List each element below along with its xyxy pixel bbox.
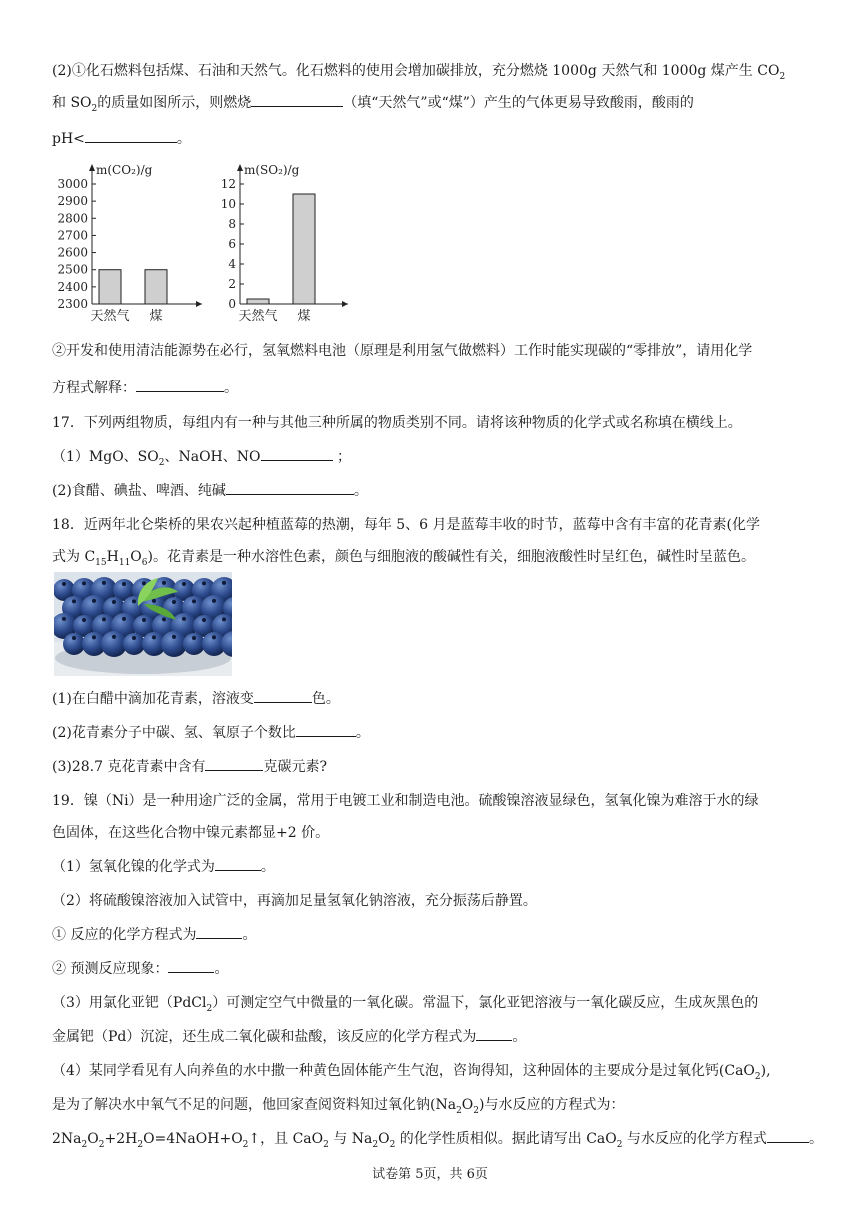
- q16-2-line1: [52, 60, 812, 88]
- q18-text: O: [130, 549, 142, 565]
- blueberry-crown: [212, 599, 216, 603]
- q18-text: (3)28.7 克花青素中含有: [52, 759, 206, 775]
- q17-text: (2)食醋、碘盐、啤酒、纯碱: [52, 483, 226, 499]
- blueberry-crown: [222, 617, 226, 621]
- subscript: 2: [91, 103, 98, 114]
- x-tick-label: 煤: [149, 309, 163, 324]
- q16-2-text: 。: [176, 131, 191, 147]
- q19-text: 与 Na: [328, 1131, 373, 1147]
- blueberry-crown: [182, 617, 186, 621]
- q16-2-text: 。: [224, 380, 238, 396]
- blueberry-crown: [132, 636, 136, 640]
- blueberry-crown: [152, 635, 156, 639]
- y-tick-label: 2400: [57, 279, 88, 294]
- q19-text: ）可测定空气中微量的一氧化碳。常温下，氯化亚钯溶液与一氧化碳反应，生成灰黑色的: [212, 995, 759, 1011]
- subscript: 2: [323, 1139, 329, 1150]
- q18-text: 克碳元素?: [263, 759, 327, 775]
- y-axis-arrow: [89, 164, 95, 171]
- q19-text: ① 反应的化学方程式为: [52, 927, 197, 943]
- q18-text: 式为 C: [52, 549, 96, 565]
- y-tick-label: 6: [228, 237, 236, 251]
- q19-sub2a: [52, 924, 812, 946]
- blueberry-crown: [132, 599, 136, 603]
- blueberry-crown: [172, 600, 176, 604]
- q19-text: 是为了解决水中氧气不足的问题，他回家查阅资料知过氧化钠(Na: [52, 1097, 457, 1113]
- q16-2-line3: [52, 128, 812, 150]
- x-axis-arrow: [342, 301, 348, 307]
- subscript: 2: [456, 1105, 462, 1116]
- subscript: 2: [98, 1139, 105, 1150]
- y-tick-label: 2800: [57, 211, 88, 226]
- y-tick-label: 2700: [57, 228, 88, 243]
- y-tick-label: 2: [228, 277, 236, 291]
- q16-2-line5: [52, 377, 812, 399]
- q19-text: 2Na: [52, 1131, 82, 1147]
- q19-text: 金属钯（Pd）沉淀，还生成二氧化碳和盐酸，该反应的化学方程式为: [52, 1029, 477, 1045]
- q16-2-text: （填“天然气”或“煤”）产生的气体更易导致酸雨，酸雨的: [343, 95, 694, 111]
- blueberry-crown: [112, 600, 116, 604]
- q19-text: O=4NaOH+O: [143, 1131, 243, 1147]
- bar-coal: [293, 194, 315, 304]
- x-tick-label: 天然气: [238, 309, 278, 324]
- blueberry-crown: [72, 636, 76, 640]
- q19-text: 。: [214, 961, 229, 977]
- answer-blank[interactable]: [296, 722, 356, 737]
- q19-text: +2H: [104, 1131, 138, 1147]
- answer-blank[interactable]: [254, 688, 312, 703]
- q16-2-text: 方程式解释：: [52, 380, 136, 396]
- y-axis-label: m(CO₂)/g: [96, 163, 153, 177]
- bar-natural-gas: [99, 270, 121, 304]
- blueberry-crown: [92, 599, 96, 603]
- answer-blank[interactable]: [261, 446, 333, 461]
- subscript: 2: [158, 457, 165, 468]
- answer-blank[interactable]: [215, 856, 261, 871]
- q17-text: （1）MgO、SO: [52, 449, 159, 465]
- blueberry-crown: [122, 617, 126, 621]
- blueberry-crown: [182, 582, 186, 586]
- subscript: 2: [754, 1071, 761, 1082]
- blueberry-bowl-image: [54, 572, 232, 676]
- q19-text: 的化学性质相似。据此请写出 CaO: [395, 1131, 617, 1147]
- q17-sub1: [52, 446, 812, 474]
- q19-text: 。: [260, 859, 275, 875]
- subscript: 2: [389, 1139, 396, 1150]
- y-tick-label: 10: [220, 197, 236, 211]
- blueberry-crown: [102, 617, 106, 621]
- y-tick-label: 3000: [57, 177, 88, 191]
- co2-bar-chart: [50, 158, 210, 326]
- q17-text: 17．下列两组物质，每组内有一种与其他三种所属的物质类别不同。请将该种物质的化学式或名称填在横线上。: [52, 415, 742, 431]
- answer-blank[interactable]: [226, 480, 354, 495]
- blueberry-crown: [82, 581, 86, 585]
- blueberry-crown: [152, 599, 156, 603]
- blueberry-crown: [202, 581, 206, 585]
- blueberry-crown: [162, 617, 166, 621]
- subscript: 15: [95, 557, 107, 568]
- subscript: 2: [81, 1139, 88, 1150]
- blueberry-crown: [72, 599, 76, 603]
- q19-text: （3）用氯化亚钯（PdCl: [52, 995, 207, 1011]
- q18-stem-1: [52, 514, 812, 536]
- y-tick-label: 4: [228, 257, 236, 271]
- blueberry-crown: [172, 635, 176, 639]
- q19-text: ② 预测反应现象：: [52, 961, 169, 977]
- q19-text: ),: [760, 1063, 771, 1079]
- answer-blank[interactable]: [136, 377, 224, 392]
- q19-text: O: [378, 1131, 390, 1147]
- q19-sub3-line2: [52, 1026, 812, 1048]
- y-tick-label: 2500: [57, 262, 88, 277]
- q19-text: )与水反应的方程式为：: [479, 1097, 625, 1113]
- blueberry-crown: [222, 581, 226, 585]
- q19-sub4-line2: [52, 1094, 812, 1122]
- q16-2-text: (2)①化石燃料包括煤、石油和天然气。化石燃料的使用会增加碳排放，充分燃烧 1000g 天然气和 1000g 煤产生 CO: [52, 63, 780, 79]
- y-tick-label: 2600: [57, 245, 88, 260]
- q18-text: )。花青素是一种水溶性色素，颜色与细胞液的酸碱性有关，细胞液酸性时呈红色，碱性时呈蓝色。: [147, 549, 755, 565]
- q19-sub1: [52, 856, 812, 878]
- q19-sub2: [52, 890, 812, 912]
- subscript: 11: [118, 557, 131, 568]
- blueberry-crown: [92, 635, 96, 639]
- subscript: 2: [206, 1003, 213, 1014]
- y-tick-label: 8: [228, 217, 236, 231]
- y-tick-label: 2300: [57, 297, 88, 311]
- subscript: 6: [141, 557, 148, 568]
- q19-text: 19．镍（Ni）是一种用途广泛的金属，常用于电镀工业和制造电池。硫酸镍溶液显绿色，氢氧化镍为难溶于水的绿: [52, 793, 759, 809]
- q17-stem: [52, 412, 812, 434]
- q18-sub2: [52, 722, 812, 744]
- q16-2-text: ②开发和使用清洁能源势在必行，氢氧燃料电池（原理是利用氢气做燃料）工作时能实现碳的“零排放”，请用化学: [52, 343, 753, 359]
- q19-text: （1）氢氧化镍的化学式为: [52, 859, 215, 875]
- answer-blank[interactable]: [196, 924, 242, 939]
- q19-text: 与水反应的化学方程式: [622, 1131, 767, 1147]
- q19-text: 。: [242, 927, 257, 943]
- q19-text: （4）某同学看见有人向养鱼的水中撒一种黄色固体能产生气泡，咨询得知，这种固体的主要成分是过氧化钙(CaO: [52, 1063, 755, 1079]
- q18-text: 色。: [311, 691, 340, 707]
- blueberry-crown: [212, 635, 216, 639]
- bar-natural-gas: [247, 299, 269, 304]
- subscript: 2: [137, 1139, 144, 1150]
- blueberry-crown: [122, 582, 126, 586]
- q18-text: (1)在白醋中滴加花青素，溶液变: [52, 691, 254, 707]
- blueberry-crown: [202, 618, 206, 622]
- q19-sub4-line3: [52, 1128, 823, 1156]
- blueberry-crown: [192, 636, 196, 640]
- q19-stem-1: [52, 790, 812, 812]
- subscript: 2: [473, 1105, 480, 1116]
- blueberry-crown: [112, 635, 116, 639]
- q19-text: 。: [808, 1131, 823, 1147]
- blueberry-crown: [102, 581, 106, 585]
- q19-stem-2: [52, 822, 812, 844]
- q16-2-text: 的质量如图所示，则燃烧: [97, 95, 252, 111]
- answer-blank[interactable]: [476, 1026, 512, 1041]
- subscript: 2: [779, 71, 786, 82]
- y-axis-label: m(SO₂)/g: [244, 163, 300, 177]
- so2-bar-chart: [216, 158, 356, 326]
- q17-text: 、NaOH、NO: [164, 449, 261, 465]
- q19-text: O: [461, 1097, 474, 1113]
- x-axis-arrow: [196, 301, 202, 307]
- page-footer: 试卷第 5页，共 6页: [372, 1167, 488, 1182]
- q18-text: H: [106, 549, 119, 565]
- x-tick-label: 煤: [297, 309, 311, 324]
- subscript: 2: [372, 1139, 379, 1150]
- q19-text: 。: [512, 1029, 527, 1045]
- blueberry-crown: [62, 617, 66, 621]
- blueberry-crown: [162, 581, 166, 585]
- q16-2-line4: [52, 340, 812, 362]
- answer-blank[interactable]: [168, 958, 214, 973]
- q18-text: (2)花青素分子中碳、氢、氧原子个数比: [52, 725, 296, 741]
- y-tick-label: 2900: [57, 194, 88, 209]
- q19-text: （2）将硫酸镍溶液加入试管中，再滴加足量氢氧化钠溶液，充分振荡后静置。: [52, 893, 537, 909]
- blueberry-crown: [82, 618, 86, 622]
- answer-blank[interactable]: [251, 92, 343, 107]
- q18-text: 。: [355, 725, 370, 741]
- q17-text: ；: [336, 449, 351, 465]
- q19-text: 色固体，在这些化合物中镍元素都显+2 价。: [52, 825, 330, 841]
- blueberry-crown: [142, 618, 146, 622]
- q19-text: ↑，且 CaO: [248, 1131, 324, 1147]
- q16-2-text: 和 SO: [52, 95, 92, 111]
- q18-stem-2: [52, 546, 812, 574]
- blueberry-crown: [62, 582, 66, 586]
- subscript: 2: [242, 1139, 249, 1150]
- bar-coal: [145, 270, 167, 304]
- answer-blank[interactable]: [767, 1128, 809, 1143]
- y-tick-label: 12: [220, 177, 236, 191]
- q17-sub2: [52, 480, 812, 502]
- q19-text: O: [87, 1131, 99, 1147]
- subscript: 2: [616, 1139, 623, 1150]
- answer-blank[interactable]: [205, 756, 263, 771]
- q16-2-text: pH<: [52, 131, 85, 147]
- y-axis-arrow: [237, 164, 243, 171]
- q16-2-line2: [52, 92, 812, 120]
- q18-sub1: [52, 688, 812, 710]
- answer-blank[interactable]: [85, 128, 177, 143]
- blueberry-crown: [192, 599, 196, 603]
- y-tick-label: 0: [228, 297, 236, 311]
- x-tick-label: 天然气: [90, 309, 130, 324]
- q18-sub3: [52, 756, 812, 778]
- q19-sub2b: [52, 958, 812, 980]
- q18-text: 18．近两年北仑柴桥的果农兴起种植蓝莓的热潮，每年 5、6 月是蓝莓丰收的时节，蓝莓中含有丰富的花青素(化学: [52, 517, 760, 533]
- q19-sub4-line1: [52, 1060, 812, 1088]
- q17-text: 。: [353, 483, 368, 499]
- q19-sub3-line1: [52, 992, 812, 1020]
